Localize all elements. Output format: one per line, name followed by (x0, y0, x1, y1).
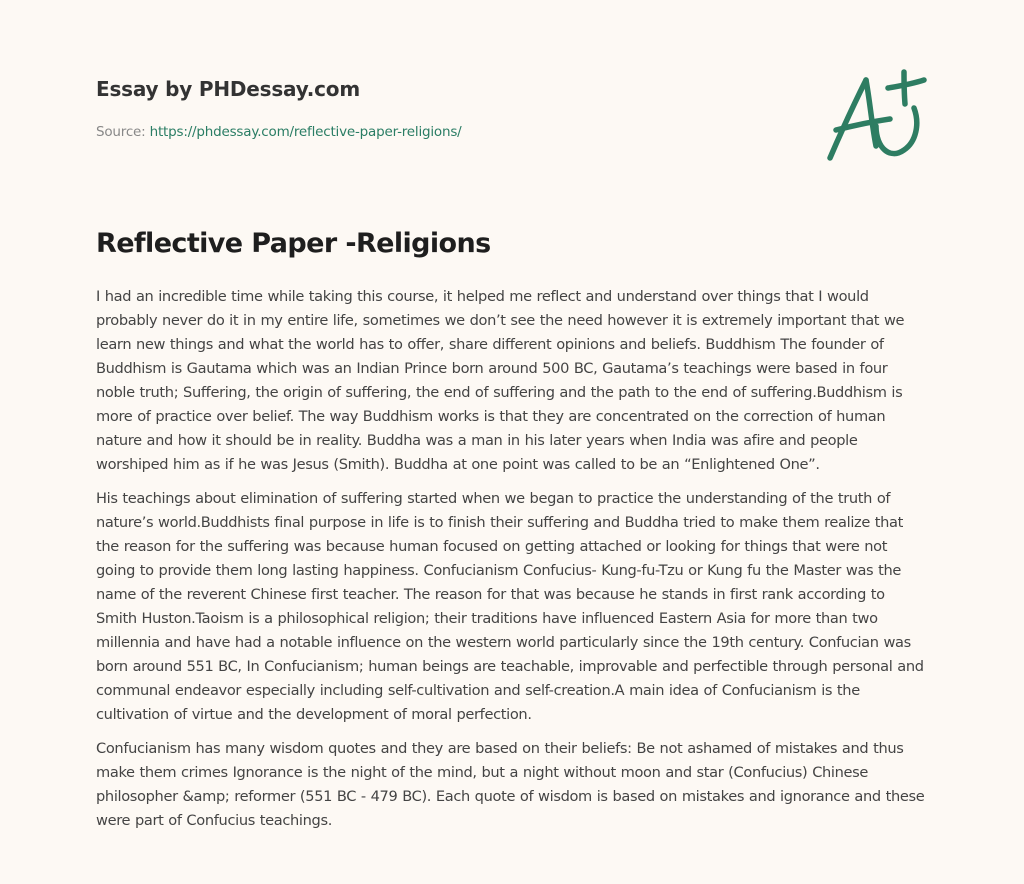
source-label: Source: (96, 124, 146, 140)
essay-body (96, 285, 930, 843)
page-header (96, 74, 796, 142)
essay-paragraph-3: Confucianism has many wisdom quotes and they are based on their beliefs: Be not ashamed of mistakes and thus make them crimes Ignorance is the night of the mind, but a night without moon and star (Confucius) Chinese philosopher &amp; reformer (551 BC - 479 BC). Each quote of wisdom is based on mistakes and ignorance and these were part of Confucius teachings. (96, 740, 925, 829)
essay-paragraph-2: His teachings about elimination of suffering started when we began to practice the understanding of the truth of nature’s world.Buddhists final purpose in life is to finish their suffering and Buddha tried to make them realize that the reason for the suffering was because human focused on getting attached or looking for things that were not going to provide them long lasting happiness. Confucianism Confucius- Kung-fu-Tzu or Kung fu the Master was the name of the reverent Chinese first teacher. The reason for that was because he stands in first rank according to Smith Huston.Taoism is a philosophical religion; their traditions have influenced Eastern Asia for more than two millennia and have had a notable influence on the western world particularly since the 19th century. Confucian was born around 551 BC, In Confucianism; human beings are teachable, improvable and perfectible through personal and communal endeavor especially including self-cultivation and self-creation.A main idea of Confucianism is the cultivation of virtue and the development of moral perfection. (96, 490, 924, 723)
source-link[interactable]: https://phdessay.com/reflective-paper-religions/ (149, 124, 462, 140)
essay-title: Reflective Paper -Religions (96, 228, 491, 259)
source-line (96, 122, 796, 142)
site-title: Essay by PHDessay.com (96, 77, 360, 101)
a-plus-grade-icon (820, 64, 930, 168)
essay-paragraph-1: I had an incredible time while taking this course, it helped me reflect and understand over things that I would probably never do it in my entire life, sometimes we don’t see the need however it is extremely important that we learn new things and what the world has to offer, share different opinions and beliefs. Buddhism The founder of Buddhism is Gautama which was an Indian Prince born around 500 BC, Gautama’s teachings were based in four noble truth; Suffering, the origin of suffering, the end of suffering and the path to the end of suffering.Buddhism is more of practice over belief. The way Buddhism works is that they are concentrated on the correction of human nature and how it should be in reality. Buddha was a man in his later years when India was afire and people worshiped him as if he was Jesus (Smith). Buddha at one point was called to be an “Enlightened One”. (96, 288, 905, 473)
